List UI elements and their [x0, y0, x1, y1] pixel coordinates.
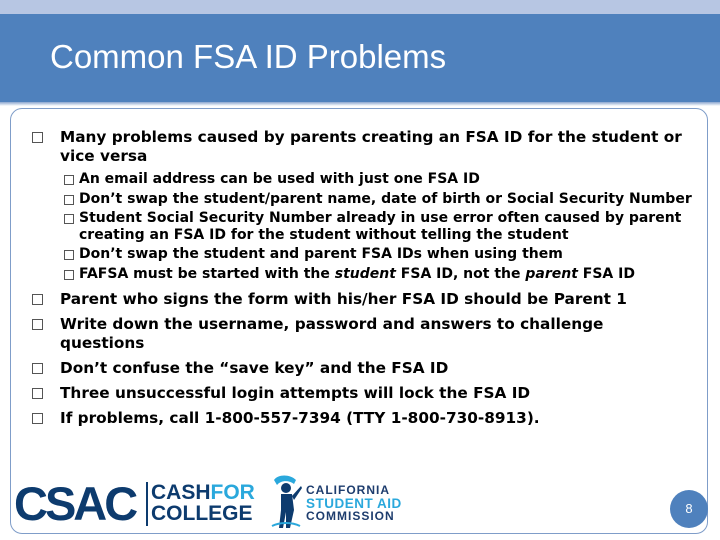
checkbox-bullet-icon	[64, 270, 74, 280]
checkbox-bullet-icon	[32, 319, 43, 330]
bullet-text: Parent who signs the form with his/her FSA ID should be Parent 1	[60, 290, 627, 308]
bullet-item	[32, 359, 692, 378]
sub-bullet-item	[64, 246, 692, 263]
bullet-text: If problems, call 1-800-557-7394 (TTY 1-800-730-8913).	[60, 409, 540, 427]
checkbox-bullet-icon	[32, 132, 43, 143]
checkbox-bullet-icon	[64, 195, 74, 205]
ca-line-2: STUDENT AID	[306, 496, 402, 511]
ca-line-3: COMMISSION	[306, 509, 395, 523]
title-bar	[0, 14, 720, 102]
sub-bullet-text: Student Social Security Number already in use error often caused by parent creating an FSA ID for the student without telling the student	[79, 210, 682, 243]
top-accent-strip	[0, 0, 720, 14]
checkbox-bullet-icon	[32, 363, 43, 374]
bullet-text: Write down the username, password and answers to challenge questions	[60, 315, 604, 352]
bottom-bullets	[32, 290, 692, 428]
sub-bullet-item	[64, 266, 692, 283]
sub-bullet-text: Don’t swap the student/parent name, date of birth or Social Security Number	[79, 190, 692, 207]
bullet-text: Many problems caused by parents creating an FSA ID for the student or vice versa	[60, 128, 682, 165]
sub-bullet-text: Don’t swap the student and parent FSA IDs when using them	[79, 246, 563, 262]
college-text: COLLEGE	[151, 502, 253, 525]
sub-bullet-item	[64, 171, 692, 188]
bullet-item	[32, 315, 692, 353]
fafsa-text-student: student	[334, 265, 396, 282]
bullet-item	[32, 384, 692, 403]
fafsa-text-a: FAFSA must be started with the	[79, 265, 335, 282]
checkbox-bullet-icon	[64, 175, 74, 185]
bullet-text: Three unsuccessful login attempts will lock the FSA ID	[60, 384, 531, 402]
checkbox-bullet-icon	[32, 413, 43, 424]
bullet-item	[32, 409, 692, 428]
bullet-item	[32, 290, 692, 309]
sub-bullet-item	[64, 191, 692, 208]
sub-bullet-text: An email address can be used with just one FSA ID	[79, 171, 480, 187]
sub-bullet-item	[64, 210, 692, 243]
bullet-item	[32, 128, 692, 166]
page-number-badge: 8	[670, 490, 708, 528]
fafsa-text-e: FSA ID	[577, 265, 635, 282]
bear-flag-figure-icon	[268, 472, 304, 532]
slide-title: Common FSA ID Problems	[50, 38, 447, 75]
sub-bullet-list	[32, 171, 692, 282]
fafsa-text-parent: parent	[525, 265, 578, 282]
for-text: FOR	[210, 481, 255, 504]
checkbox-bullet-icon	[32, 294, 43, 305]
checkbox-bullet-icon	[32, 388, 43, 399]
cash-text: CASH	[151, 481, 211, 504]
bullet-list	[32, 128, 692, 434]
checkbox-bullet-icon	[64, 250, 74, 260]
ca-line-1: CALIFORNIA	[306, 483, 390, 497]
checkbox-bullet-icon	[64, 214, 74, 224]
bullet-text: Don’t confuse the “save key” and the FSA ID	[60, 359, 449, 377]
cash-for-college-logo	[151, 482, 255, 524]
california-student-aid-commission-logo	[306, 484, 402, 523]
logo-divider	[146, 482, 148, 526]
csac-logo: CSAC	[14, 477, 136, 530]
fafsa-text-c: FSA ID, not the	[395, 265, 526, 282]
